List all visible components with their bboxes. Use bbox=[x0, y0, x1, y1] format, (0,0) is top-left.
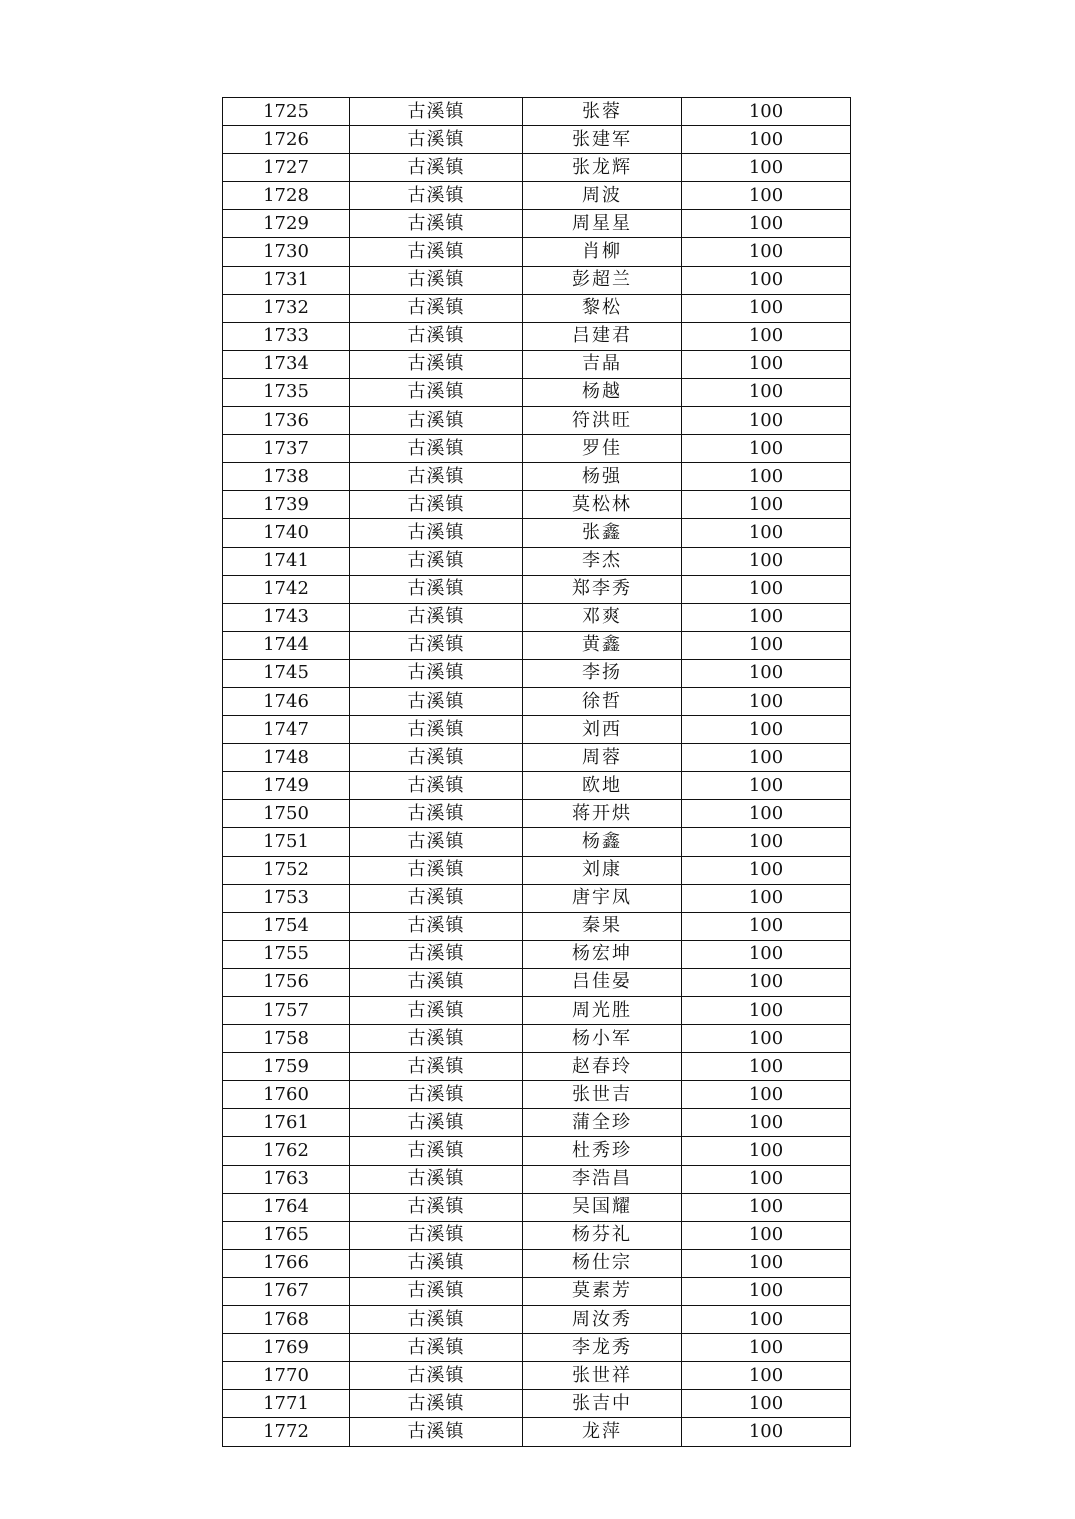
table-row bbox=[223, 1249, 851, 1277]
row-number-cell: 1761 bbox=[223, 1109, 350, 1137]
amount-cell: 100 bbox=[682, 463, 851, 491]
table-row bbox=[223, 1334, 851, 1362]
town-cell: 古溪镇 bbox=[350, 491, 523, 519]
row-number-cell: 1768 bbox=[223, 1306, 350, 1334]
table-row bbox=[223, 603, 851, 631]
person-name-cell: 彭超兰 bbox=[523, 266, 682, 294]
amount-cell: 100 bbox=[682, 744, 851, 772]
person-name-cell: 杨仕宗 bbox=[523, 1249, 682, 1277]
row-number-cell: 1748 bbox=[223, 744, 350, 772]
amount-cell: 100 bbox=[682, 772, 851, 800]
town-cell: 古溪镇 bbox=[350, 547, 523, 575]
table-row bbox=[223, 1418, 851, 1446]
amount-cell: 100 bbox=[682, 687, 851, 715]
amount-cell: 100 bbox=[682, 1334, 851, 1362]
table-row bbox=[223, 1165, 851, 1193]
town-cell: 古溪镇 bbox=[350, 154, 523, 182]
town-cell: 古溪镇 bbox=[350, 1025, 523, 1053]
amount-cell: 100 bbox=[682, 1418, 851, 1446]
person-name-cell: 唐宇凤 bbox=[523, 884, 682, 912]
table-row bbox=[223, 631, 851, 659]
table-row bbox=[223, 912, 851, 940]
row-number-cell: 1746 bbox=[223, 687, 350, 715]
amount-cell: 100 bbox=[682, 98, 851, 126]
town-cell: 古溪镇 bbox=[350, 1137, 523, 1165]
table-row bbox=[223, 126, 851, 154]
amount-cell: 100 bbox=[682, 659, 851, 687]
person-name-cell: 张鑫 bbox=[523, 519, 682, 547]
table-row bbox=[223, 491, 851, 519]
table-row bbox=[223, 659, 851, 687]
table-row bbox=[223, 463, 851, 491]
town-cell: 古溪镇 bbox=[350, 407, 523, 435]
table-row bbox=[223, 800, 851, 828]
town-cell: 古溪镇 bbox=[350, 182, 523, 210]
table-row bbox=[223, 378, 851, 406]
row-number-cell: 1772 bbox=[223, 1418, 350, 1446]
person-name-cell: 符洪旺 bbox=[523, 407, 682, 435]
town-cell: 古溪镇 bbox=[350, 519, 523, 547]
row-number-cell: 1737 bbox=[223, 435, 350, 463]
row-number-cell: 1726 bbox=[223, 126, 350, 154]
person-name-cell: 周波 bbox=[523, 182, 682, 210]
row-number-cell: 1756 bbox=[223, 968, 350, 996]
person-name-cell: 吕佳晏 bbox=[523, 968, 682, 996]
table-row bbox=[223, 294, 851, 322]
row-number-cell: 1764 bbox=[223, 1193, 350, 1221]
row-number-cell: 1753 bbox=[223, 884, 350, 912]
row-number-cell: 1747 bbox=[223, 716, 350, 744]
town-cell: 古溪镇 bbox=[350, 687, 523, 715]
table-row bbox=[223, 519, 851, 547]
amount-cell: 100 bbox=[682, 1193, 851, 1221]
row-number-cell: 1749 bbox=[223, 772, 350, 800]
table-row bbox=[223, 1193, 851, 1221]
person-name-cell: 杨小军 bbox=[523, 1025, 682, 1053]
table-row bbox=[223, 1306, 851, 1334]
person-name-cell: 杨越 bbox=[523, 378, 682, 406]
row-number-cell: 1754 bbox=[223, 912, 350, 940]
amount-cell: 100 bbox=[682, 491, 851, 519]
town-cell: 古溪镇 bbox=[350, 463, 523, 491]
row-number-cell: 1727 bbox=[223, 154, 350, 182]
amount-cell: 100 bbox=[682, 1221, 851, 1249]
person-name-cell: 杨芬礼 bbox=[523, 1221, 682, 1249]
person-name-cell: 徐哲 bbox=[523, 687, 682, 715]
row-number-cell: 1742 bbox=[223, 575, 350, 603]
table-row bbox=[223, 856, 851, 884]
person-name-cell: 周光胜 bbox=[523, 997, 682, 1025]
row-number-cell: 1763 bbox=[223, 1165, 350, 1193]
table-row bbox=[223, 350, 851, 378]
person-name-cell: 李扬 bbox=[523, 659, 682, 687]
table-row bbox=[223, 1081, 851, 1109]
table-row bbox=[223, 687, 851, 715]
amount-cell: 100 bbox=[682, 800, 851, 828]
amount-cell: 100 bbox=[682, 519, 851, 547]
amount-cell: 100 bbox=[682, 435, 851, 463]
row-number-cell: 1730 bbox=[223, 238, 350, 266]
person-name-cell: 张建军 bbox=[523, 126, 682, 154]
town-cell: 古溪镇 bbox=[350, 912, 523, 940]
town-cell: 古溪镇 bbox=[350, 1109, 523, 1137]
town-cell: 古溪镇 bbox=[350, 1277, 523, 1305]
amount-cell: 100 bbox=[682, 912, 851, 940]
amount-cell: 100 bbox=[682, 1249, 851, 1277]
row-number-cell: 1752 bbox=[223, 856, 350, 884]
row-number-cell: 1760 bbox=[223, 1081, 350, 1109]
town-cell: 古溪镇 bbox=[350, 322, 523, 350]
amount-cell: 100 bbox=[682, 828, 851, 856]
town-cell: 古溪镇 bbox=[350, 575, 523, 603]
person-name-cell: 周汝秀 bbox=[523, 1306, 682, 1334]
town-cell: 古溪镇 bbox=[350, 238, 523, 266]
person-name-cell: 罗佳 bbox=[523, 435, 682, 463]
amount-cell: 100 bbox=[682, 603, 851, 631]
table-row bbox=[223, 1221, 851, 1249]
table-row bbox=[223, 435, 851, 463]
person-name-cell: 刘西 bbox=[523, 716, 682, 744]
town-cell: 古溪镇 bbox=[350, 968, 523, 996]
row-number-cell: 1733 bbox=[223, 322, 350, 350]
row-number-cell: 1725 bbox=[223, 98, 350, 126]
town-cell: 古溪镇 bbox=[350, 1306, 523, 1334]
person-name-cell: 周星星 bbox=[523, 210, 682, 238]
amount-cell: 100 bbox=[682, 1165, 851, 1193]
table-row bbox=[223, 1109, 851, 1137]
person-name-cell: 张吉中 bbox=[523, 1390, 682, 1418]
town-cell: 古溪镇 bbox=[350, 1362, 523, 1390]
amount-cell: 100 bbox=[682, 940, 851, 968]
row-number-cell: 1735 bbox=[223, 378, 350, 406]
town-cell: 古溪镇 bbox=[350, 1418, 523, 1446]
row-number-cell: 1769 bbox=[223, 1334, 350, 1362]
person-name-cell: 刘康 bbox=[523, 856, 682, 884]
person-name-cell: 肖柳 bbox=[523, 238, 682, 266]
amount-cell: 100 bbox=[682, 266, 851, 294]
table-row bbox=[223, 575, 851, 603]
amount-cell: 100 bbox=[682, 1025, 851, 1053]
person-name-cell: 莫松林 bbox=[523, 491, 682, 519]
table-row bbox=[223, 744, 851, 772]
amount-cell: 100 bbox=[682, 1362, 851, 1390]
person-name-cell: 莫素芳 bbox=[523, 1277, 682, 1305]
table-row bbox=[223, 182, 851, 210]
town-cell: 古溪镇 bbox=[350, 1221, 523, 1249]
person-name-cell: 黄鑫 bbox=[523, 631, 682, 659]
town-cell: 古溪镇 bbox=[350, 800, 523, 828]
row-number-cell: 1729 bbox=[223, 210, 350, 238]
town-cell: 古溪镇 bbox=[350, 378, 523, 406]
row-number-cell: 1732 bbox=[223, 294, 350, 322]
row-number-cell: 1757 bbox=[223, 997, 350, 1025]
table-row bbox=[223, 716, 851, 744]
person-name-cell: 张蓉 bbox=[523, 98, 682, 126]
table-row bbox=[223, 828, 851, 856]
row-number-cell: 1767 bbox=[223, 1277, 350, 1305]
table-row bbox=[223, 940, 851, 968]
row-number-cell: 1728 bbox=[223, 182, 350, 210]
amount-cell: 100 bbox=[682, 322, 851, 350]
town-cell: 古溪镇 bbox=[350, 126, 523, 154]
amount-cell: 100 bbox=[682, 631, 851, 659]
amount-cell: 100 bbox=[682, 350, 851, 378]
roster-table bbox=[222, 97, 851, 1447]
amount-cell: 100 bbox=[682, 1306, 851, 1334]
row-number-cell: 1741 bbox=[223, 547, 350, 575]
town-cell: 古溪镇 bbox=[350, 1081, 523, 1109]
table-row bbox=[223, 266, 851, 294]
amount-cell: 100 bbox=[682, 884, 851, 912]
table-row bbox=[223, 1277, 851, 1305]
row-number-cell: 1751 bbox=[223, 828, 350, 856]
row-number-cell: 1758 bbox=[223, 1025, 350, 1053]
row-number-cell: 1755 bbox=[223, 940, 350, 968]
row-number-cell: 1765 bbox=[223, 1221, 350, 1249]
amount-cell: 100 bbox=[682, 182, 851, 210]
person-name-cell: 周蓉 bbox=[523, 744, 682, 772]
town-cell: 古溪镇 bbox=[350, 716, 523, 744]
person-name-cell: 秦果 bbox=[523, 912, 682, 940]
person-name-cell: 张世祥 bbox=[523, 1362, 682, 1390]
table-row bbox=[223, 1362, 851, 1390]
table-row bbox=[223, 322, 851, 350]
person-name-cell: 杨强 bbox=[523, 463, 682, 491]
table-row bbox=[223, 210, 851, 238]
person-name-cell: 欧地 bbox=[523, 772, 682, 800]
amount-cell: 100 bbox=[682, 1277, 851, 1305]
person-name-cell: 李浩昌 bbox=[523, 1165, 682, 1193]
table-row bbox=[223, 547, 851, 575]
amount-cell: 100 bbox=[682, 968, 851, 996]
table-row bbox=[223, 154, 851, 182]
person-name-cell: 张世吉 bbox=[523, 1081, 682, 1109]
amount-cell: 100 bbox=[682, 154, 851, 182]
town-cell: 古溪镇 bbox=[350, 603, 523, 631]
town-cell: 古溪镇 bbox=[350, 1193, 523, 1221]
amount-cell: 100 bbox=[682, 238, 851, 266]
table-row bbox=[223, 98, 851, 126]
person-name-cell: 杨鑫 bbox=[523, 828, 682, 856]
person-name-cell: 黎松 bbox=[523, 294, 682, 322]
row-number-cell: 1759 bbox=[223, 1053, 350, 1081]
row-number-cell: 1731 bbox=[223, 266, 350, 294]
town-cell: 古溪镇 bbox=[350, 98, 523, 126]
amount-cell: 100 bbox=[682, 1081, 851, 1109]
amount-cell: 100 bbox=[682, 294, 851, 322]
amount-cell: 100 bbox=[682, 407, 851, 435]
table-row bbox=[223, 1137, 851, 1165]
person-name-cell: 蒋开烘 bbox=[523, 800, 682, 828]
table-row bbox=[223, 1053, 851, 1081]
row-number-cell: 1762 bbox=[223, 1137, 350, 1165]
town-cell: 古溪镇 bbox=[350, 210, 523, 238]
person-name-cell: 吴国耀 bbox=[523, 1193, 682, 1221]
person-name-cell: 李龙秀 bbox=[523, 1334, 682, 1362]
person-name-cell: 蒲全珍 bbox=[523, 1109, 682, 1137]
amount-cell: 100 bbox=[682, 856, 851, 884]
town-cell: 古溪镇 bbox=[350, 1390, 523, 1418]
town-cell: 古溪镇 bbox=[350, 828, 523, 856]
town-cell: 古溪镇 bbox=[350, 856, 523, 884]
row-number-cell: 1743 bbox=[223, 603, 350, 631]
person-name-cell: 吉晶 bbox=[523, 350, 682, 378]
amount-cell: 100 bbox=[682, 378, 851, 406]
row-number-cell: 1738 bbox=[223, 463, 350, 491]
amount-cell: 100 bbox=[682, 1109, 851, 1137]
row-number-cell: 1740 bbox=[223, 519, 350, 547]
town-cell: 古溪镇 bbox=[350, 997, 523, 1025]
amount-cell: 100 bbox=[682, 126, 851, 154]
table-row bbox=[223, 997, 851, 1025]
amount-cell: 100 bbox=[682, 997, 851, 1025]
row-number-cell: 1770 bbox=[223, 1362, 350, 1390]
person-name-cell: 赵春玲 bbox=[523, 1053, 682, 1081]
roster-table-body bbox=[223, 98, 851, 1447]
table-row bbox=[223, 968, 851, 996]
amount-cell: 100 bbox=[682, 716, 851, 744]
row-number-cell: 1745 bbox=[223, 659, 350, 687]
town-cell: 古溪镇 bbox=[350, 744, 523, 772]
table-row bbox=[223, 1025, 851, 1053]
person-name-cell: 李杰 bbox=[523, 547, 682, 575]
amount-cell: 100 bbox=[682, 1137, 851, 1165]
table-row bbox=[223, 884, 851, 912]
table-row bbox=[223, 407, 851, 435]
town-cell: 古溪镇 bbox=[350, 659, 523, 687]
row-number-cell: 1736 bbox=[223, 407, 350, 435]
amount-cell: 100 bbox=[682, 575, 851, 603]
table-row bbox=[223, 772, 851, 800]
person-name-cell: 吕建君 bbox=[523, 322, 682, 350]
person-name-cell: 龙萍 bbox=[523, 1418, 682, 1446]
town-cell: 古溪镇 bbox=[350, 1053, 523, 1081]
row-number-cell: 1750 bbox=[223, 800, 350, 828]
person-name-cell: 杜秀珍 bbox=[523, 1137, 682, 1165]
town-cell: 古溪镇 bbox=[350, 940, 523, 968]
town-cell: 古溪镇 bbox=[350, 1249, 523, 1277]
row-number-cell: 1734 bbox=[223, 350, 350, 378]
amount-cell: 100 bbox=[682, 547, 851, 575]
table-row bbox=[223, 1390, 851, 1418]
town-cell: 古溪镇 bbox=[350, 294, 523, 322]
person-name-cell: 杨宏坤 bbox=[523, 940, 682, 968]
town-cell: 古溪镇 bbox=[350, 631, 523, 659]
table-row bbox=[223, 238, 851, 266]
town-cell: 古溪镇 bbox=[350, 884, 523, 912]
person-name-cell: 邓爽 bbox=[523, 603, 682, 631]
amount-cell: 100 bbox=[682, 210, 851, 238]
person-name-cell: 郑李秀 bbox=[523, 575, 682, 603]
town-cell: 古溪镇 bbox=[350, 266, 523, 294]
amount-cell: 100 bbox=[682, 1053, 851, 1081]
row-number-cell: 1766 bbox=[223, 1249, 350, 1277]
town-cell: 古溪镇 bbox=[350, 772, 523, 800]
town-cell: 古溪镇 bbox=[350, 350, 523, 378]
row-number-cell: 1744 bbox=[223, 631, 350, 659]
row-number-cell: 1771 bbox=[223, 1390, 350, 1418]
row-number-cell: 1739 bbox=[223, 491, 350, 519]
town-cell: 古溪镇 bbox=[350, 1334, 523, 1362]
person-name-cell: 张龙辉 bbox=[523, 154, 682, 182]
town-cell: 古溪镇 bbox=[350, 435, 523, 463]
amount-cell: 100 bbox=[682, 1390, 851, 1418]
town-cell: 古溪镇 bbox=[350, 1165, 523, 1193]
